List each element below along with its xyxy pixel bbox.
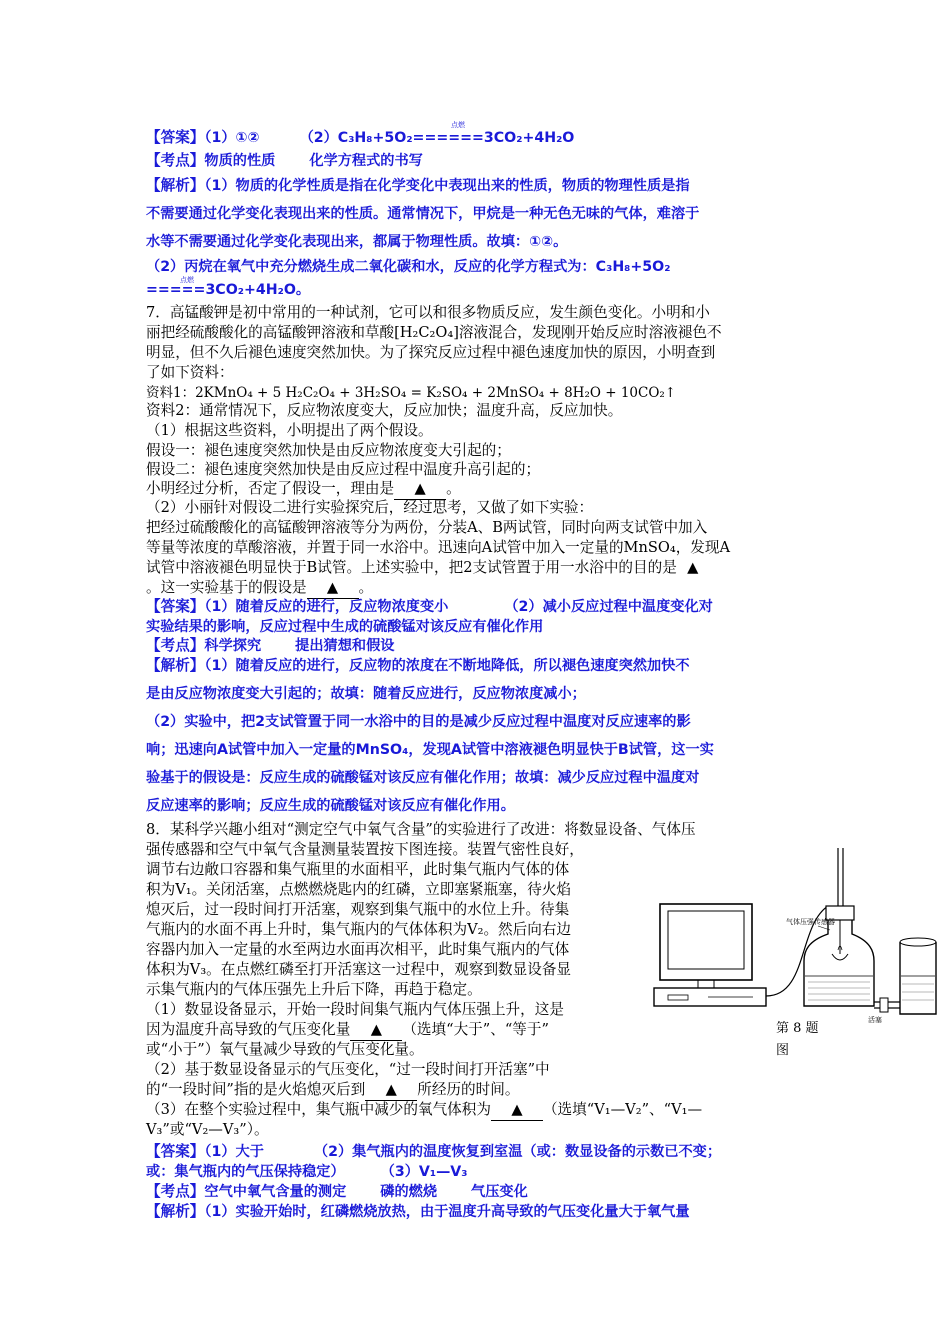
reaction-condition: 点燃: [451, 121, 465, 129]
question-text: 假设二：褪色速度突然加快是由反应过程中温度升高引起的；: [146, 461, 541, 478]
answer-blank[interactable]: ▲: [687, 559, 699, 576]
question-text: 体积为V₃。在点燃红磷至打开活塞这一过程中，观察到数显设备显: [146, 961, 572, 978]
question-text: 示集气瓶内的气体压强先上升后下降，再趋于稳定。: [146, 981, 482, 998]
computer-icon: [654, 904, 766, 1006]
question-text: 8．某科学兴趣小组对“测定空气中氧气含量”的实验进行了改进：将数显设备、气体压: [146, 821, 696, 838]
question-text: 调节右边敞口容器和集气瓶里的水面相平，此时集气瓶内气体的体: [146, 861, 570, 878]
answer-blank[interactable]: ▲: [307, 578, 359, 599]
jiexi-line: （2）实验中，把2支试管置于同一水浴中的目的是减少反应过程中温度对反应速率的影: [146, 714, 691, 730]
question-text: 因为温度升高导致的气压变化量 ▲ （选填“大于”、“等于”: [146, 1020, 549, 1041]
answer-blank[interactable]: ▲: [350, 1020, 402, 1041]
answer-line: 或：集气瓶内的气压保持稳定） （3）V₁—V₃: [146, 1164, 468, 1180]
question-text: 了如下资料：: [146, 364, 234, 381]
question-text: 容器内加入一定量的水至两边水面再次相平，此时集气瓶内的气体: [146, 941, 570, 958]
question-text: 熄灭后，过一段时间打开活塞，观察到集气瓶中的水位上升。待集: [146, 901, 570, 918]
kaodian-line: 【考点】物质的性质 化学方程式的书写: [146, 152, 423, 169]
question-text: 明显，但不久后褪色速度突然加快。为了探究反应过程中褪色速度加快的原因，小明查到: [146, 344, 716, 361]
question-text: 7．高锰酸钾是初中常用的一种试剂，它可以和很多物质反应，发生颜色变化。小明和小: [146, 304, 710, 321]
jiexi-line: =====3CO₂+4H₂O。: [146, 282, 311, 298]
figure-caption: 第 8 题 图: [776, 1021, 819, 1058]
answer-line: 实验结果的影响，反应过程中生成的硫酸锰对该反应有催化作用: [146, 619, 544, 635]
question-text: 资料2：通常情况下，反应物浓度变大，反应加快；温度升高，反应加快。: [146, 402, 623, 419]
answer-blank[interactable]: ▲: [365, 1080, 417, 1101]
jiexi-line: 验基于的假设是：反应生成的硫酸锰对该反应有催化作用；故填：减少反应过程中温度对: [146, 770, 700, 786]
question-text: 小明经过分析，否定了假设一，理由是 ▲ 。: [146, 479, 461, 500]
question-text: 或“小于”）氧气量减少导致的气压变化量。: [146, 1041, 424, 1058]
question-text: （3）在整个实验过程中，集气瓶中减少的氧气体积为 ▲ （选填“V₁—V₂”、“V₁—: [146, 1100, 702, 1121]
question-text: 假设一：褪色速度突然加快是由反应物浓度变大引起的；: [146, 442, 511, 459]
question-text: 积为V₁。关闭活塞，点燃燃烧匙内的红磷，立即塞紧瓶塞，待火焰: [146, 881, 572, 898]
question-text: 强传感器和空气中氧气含量测量装置按下图连接。装置气密性良好，: [146, 841, 584, 858]
question-text: 。这一实验基于的假设是 ▲ 。: [146, 578, 373, 599]
sensor-label: 气体压强传感器: [786, 918, 835, 926]
answer-line: 【答案】（1）随着反应的进行，反应物浓度变小 （2）减小反应过程中温度变化对: [146, 598, 713, 615]
kaodian-line: 【考点】空气中氧气含量的测定 磷的燃烧 气压变化: [146, 1183, 528, 1200]
valve-icon: [880, 998, 888, 1012]
question-text: 气瓶内的水面不再上升时，集气瓶内的气体体积为V₂。然后向右边: [146, 921, 572, 938]
jiexi-line: （2）丙烷在氧气中充分燃烧生成二氧化碳和水，反应的化学方程式为：C₃H₈+5O₂: [146, 259, 671, 275]
open-container-icon: [900, 938, 936, 1014]
answer-line: 【答案】（1）大于 （2）集气瓶内的温度恢复到室温（或：数显设备的示数已不变；: [146, 1143, 722, 1160]
jiexi-line: 【解析】（1）随着反应的进行，反应物的浓度在不断地降低，所以褪色速度突然加快不: [146, 657, 690, 674]
jiexi-line: 反应速率的影响；反应生成的硫酸锰对该反应有催化作用。: [146, 798, 515, 814]
jiexi-line: 【解析】（1）实验开始时，红磷燃烧放热，由于温度升高导致的气压变化量大于氧气量: [146, 1203, 690, 1220]
answer-blank[interactable]: ▲: [394, 479, 446, 500]
question-text: （2）小丽针对假设二进行实验探究后，经过思考，又做了如下实验：: [146, 499, 594, 516]
jiexi-line: 响；迅速向A试管中加入一定量的MnSO₄，发现A试管中溶液褪色明显快于B试管，这一实: [146, 742, 714, 758]
jiexi-line: 水等不需要通过化学变化表现出来，都属于物理性质。故填：①②。: [146, 234, 568, 250]
jiexi-line: 是由反应物浓度变大引起的；故填：随着反应进行，反应物浓度减小；: [146, 686, 586, 702]
question-text: 资料1：2KMnO₄ + 5 H₂C₂O₄ + 3H₂SO₄ = K₂SO₄ + 2MnSO₄ + 8H₂O + 10CO₂↑: [146, 385, 677, 401]
question-text: 等量等浓度的草酸溶液，并置于同一水浴中。迅速向A试管中加入一定量的MnSO₄，发现A: [146, 539, 731, 556]
question-text: 丽把经硫酸酸化的高锰酸钾溶液和草酸[H₂C₂O₄]溶液混合，发现刚开始反应时溶液褪色不: [146, 324, 722, 341]
reaction-condition: 点燃: [180, 276, 194, 284]
valve-label: 活塞: [868, 1016, 882, 1024]
jiexi-line: 不需要通过化学变化表现出来的性质。通常情况下，甲烷是一种无色无味的气体，难溶于: [146, 206, 700, 222]
question-text: （2）基于数显设备显示的气压变化，“过一段时间打开活塞”中: [146, 1061, 550, 1078]
question-text: （1）数显设备显示，开始一段时间集气瓶内气体压强上升，这是: [146, 1001, 564, 1018]
answer-blank[interactable]: ▲: [491, 1100, 543, 1121]
answer-line: 【答案】（1）①② （2）C₃H₈+5O₂======3CO₂+4H₂O: [146, 129, 575, 146]
question-text: 试管中溶液褪色明显快于B试管。上述实验中，把2支试管置于用一水浴中的目的是 ▲: [146, 558, 709, 578]
question-text: 把经过硫酸酸化的高锰酸钾溶液等分为两份，分装A、B两试管，同时向两支试管中加入: [146, 519, 708, 536]
jiexi-line: 【解析】（1）物质的化学性质是指在化学变化中表现出来的性质，物质的物理性质是指: [146, 177, 690, 194]
apparatus-figure: [648, 846, 938, 1036]
question-text: 的“一段时间”指的是火焰熄灭后到 ▲ 所经历的时间。: [146, 1080, 519, 1101]
kaodian-line: 【考点】科学探究 提出猜想和假设: [146, 637, 395, 654]
question-text: V₃”或“V₂—V₃”）。: [146, 1121, 269, 1138]
question-text: （1）根据这些资料，小明提出了两个假设。: [146, 422, 433, 439]
